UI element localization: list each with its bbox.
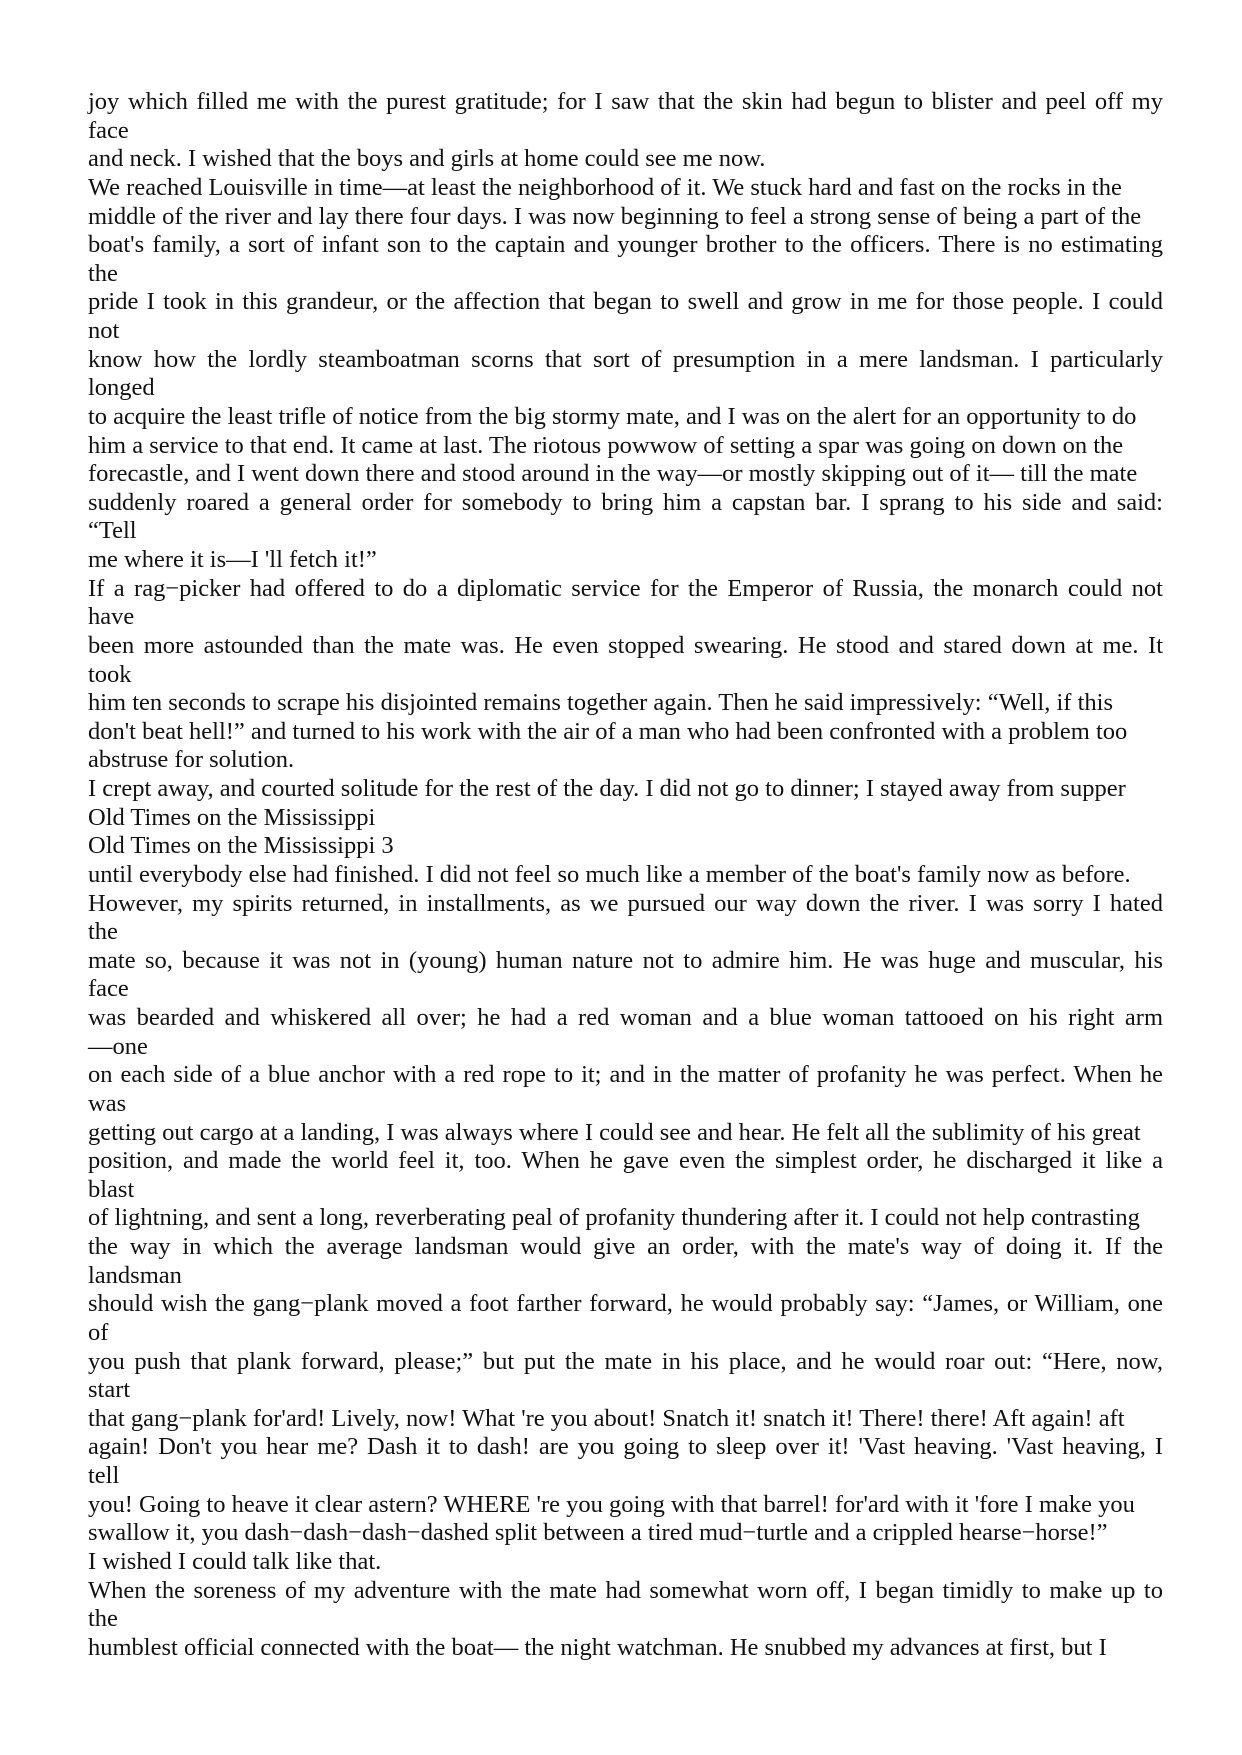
- text-line: of: [88, 1318, 109, 1346]
- text-line: don't beat hell!” and turned to his work with the air of a man who had been confronted with a problem too: [88, 717, 1128, 745]
- text-line: humblest official connected with the boat— the night watchman. He snubbed my advances at first, but I: [88, 1633, 1107, 1661]
- text-line: face: [88, 975, 129, 1003]
- text-line: the way in which the average landsman would give an order, with the mate's way of doing it. If the: [88, 1233, 1163, 1260]
- text-line: have: [88, 603, 135, 631]
- text-line: start: [88, 1376, 131, 1404]
- running-header: Old Times on the Mississippi 3: [88, 832, 394, 860]
- text-line: suddenly roared a general order for somebody to bring him a capstan bar. I sprang to his side and said:: [88, 488, 1163, 516]
- text-line: boat's family, a sort of infant son to the captain and younger brother to the officers. There is no estimating: [88, 231, 1163, 259]
- text-line: mate so, because it was not in (young) human nature not to admire him. He was huge and muscular, his: [88, 946, 1163, 974]
- text-line: abstruse for solution.: [88, 746, 295, 774]
- text-line: the: [88, 918, 118, 946]
- text-line: and neck. I wished that the boys and girls at home could see me now.: [88, 145, 766, 173]
- text-line: the: [88, 1605, 118, 1633]
- text-line: getting out cargo at a landing, I was always where I could see and hear. He felt all the sublimity of his great: [88, 1118, 1141, 1146]
- text-line: was bearded and whiskered all over; he had a red woman and a blue woman tattooed on his right arm: [88, 1004, 1163, 1031]
- text-line: tell: [88, 1462, 120, 1489]
- text-line: you! Going to heave it clear astern? WHERE 're you going with that barrel! for'ard with it 'fore I make you: [88, 1490, 1135, 1518]
- text-line: However, my spirits returned, in installments, as we pursued our way down the river. I was sorry I hated: [88, 889, 1163, 917]
- text-line: that gang−plank for'ard! Lively, now! What 're you about! Snatch it! snatch it! There! there! Aft again! aft: [88, 1404, 1125, 1432]
- text-line: him ten seconds to scrape his disjointed remains together again. Then he said impressively: “Well, if this: [88, 689, 1113, 717]
- text-line: landsman: [88, 1261, 182, 1289]
- text-line: If a rag−picker had offered to do a diplomatic service for the Emperor of Russia, the monarch could not: [88, 574, 1163, 602]
- text-line: again! Don't you hear me? Dash it to dash! are you going to sleep over it! 'Vast heaving. 'Vast heaving, I: [88, 1433, 1163, 1461]
- text-line: I crept away, and courted solitude for the rest of the day. I did not go to dinner; I stayed away from supper: [88, 775, 1126, 802]
- text-line: We reached Louisville in time—at least the neighborhood of it. We stuck hard and fast on the rocks in the: [88, 173, 1122, 201]
- text-line: forecastle, and I went down there and stood around in the way—or mostly skipping out of it— till the mate: [88, 460, 1138, 488]
- text-line: joy which filled me with the purest gratitude; for I saw that the skin had begun to blister and peel off my: [88, 88, 1163, 115]
- text-line: on each side of a blue anchor with a red rope to it; and in the matter of profanity he was perfect. When he: [88, 1061, 1163, 1089]
- text-line: —one: [88, 1032, 148, 1060]
- text-block-top: [0, 88, 1242, 804]
- text-line: swallow it, you dash−dash−dash−dashed split between a tired mud−turtle and a crippled hearse−horse!”: [88, 1519, 1108, 1547]
- text-line: until everybody else had finished. I did not feel so much like a member of the boat's family now as before.: [88, 860, 1131, 888]
- text-line: I wished I could talk like that.: [88, 1547, 382, 1575]
- text-line: to acquire the least trifle of notice from the big stormy mate, and I was on the alert for an opportunity to do: [88, 402, 1137, 430]
- text-line: not: [88, 317, 120, 344]
- text-line: should wish the gang−plank moved a foot farther forward, he would probably say: “James, or William, one: [88, 1290, 1163, 1318]
- text-line: you push that plank forward, please;” but put the mate in his place, and he would roar out: “Here, now,: [88, 1347, 1163, 1375]
- text-line: him a service to that end. It came at last. The riotous powwow of setting a spar was going on down on the: [88, 431, 1124, 459]
- text-line: middle of the river and lay there four days. I was now beginning to feel a strong sense of being a part of the: [88, 202, 1142, 230]
- text-line: the: [88, 259, 118, 287]
- text-block-bottom: [0, 861, 1242, 1663]
- text-line: longed: [88, 374, 155, 402]
- text-line: me where it is—I 'll fetch it!”: [88, 546, 377, 573]
- text-line: face: [88, 116, 129, 144]
- text-line: took: [88, 660, 132, 688]
- running-footer: Old Times on the Mississippi: [88, 803, 376, 831]
- text-line: blast: [88, 1175, 135, 1203]
- text-line: been more astounded than the mate was. He even stopped swearing. He stood and stared down at me. It: [88, 631, 1163, 659]
- text-line: When the soreness of my adventure with the mate had somewhat worn off, I began timidly to make up to: [88, 1576, 1163, 1604]
- text-line: know how the lordly steamboatman scorns that sort of presumption in a mere landsman. I particularly: [88, 345, 1163, 373]
- text-line: pride I took in this grandeur, or the affection that began to swell and grow in me for those people. I could: [88, 288, 1163, 316]
- text-line: “Tell: [88, 517, 137, 545]
- text-line: position, and made the world feel it, too. When he gave even the simplest order, he discharged it like a: [88, 1147, 1163, 1175]
- text-line: of lightning, and sent a long, reverberating peal of profanity thundering after it. I could not help contrasting: [88, 1204, 1140, 1232]
- text-line: was: [88, 1089, 127, 1117]
